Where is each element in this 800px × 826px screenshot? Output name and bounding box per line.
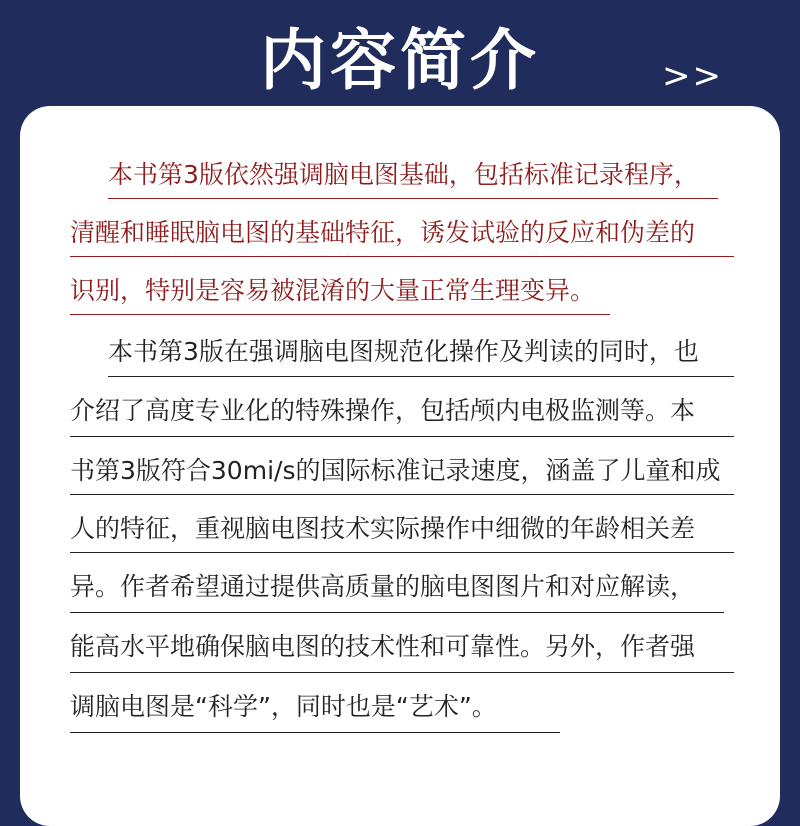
paragraph-2-line-4: 人的特征，重视脑电图技术实际操作中细微的年龄相关差 (70, 514, 696, 543)
underline (70, 436, 734, 437)
paragraph-2-line-6: 能高水平地确保脑电图的技术性和可靠性。另外，作者强 (70, 632, 696, 661)
paragraph-1-line-3: 识别，特别是容易被混淆的大量正常生理变异。 (70, 276, 596, 305)
paragraph-1-line-1: 本书第3版依然强调脑电图基础，包括标准记录程序， (108, 160, 699, 189)
paragraph-1-line-2: 清醒和睡眠脑电图的基础特征，诱发试验的反应和伪差的 (70, 218, 696, 247)
paragraph-2-line-7: 调脑电图是“科学”，同时也是“艺术”。 (70, 692, 497, 721)
paragraph-2-line-5: 异。作者希望通过提供高质量的脑电图图片和对应解读， (70, 572, 696, 601)
paragraph-2-line-2: 介绍了高度专业化的特殊操作，包括颅内电极监测等。本 (70, 396, 696, 425)
underline (108, 376, 734, 377)
underline (70, 256, 734, 257)
underline (70, 612, 724, 613)
page-title: 内容简介 (260, 21, 540, 99)
underline (70, 494, 734, 495)
underline (70, 552, 734, 553)
underline (70, 732, 560, 733)
paragraph-2-line-1: 本书第3版在强调脑电图规范化操作及判读的同时，也 (108, 337, 699, 366)
paragraph-2-line-3: 书第3版符合30mi/s的国际标准记录速度，涵盖了儿童和成 (70, 456, 721, 485)
double-chevron-right-icon: >> (662, 56, 723, 96)
underline (70, 314, 610, 315)
content-card (20, 106, 780, 826)
underline (70, 672, 734, 673)
underline (108, 198, 718, 199)
